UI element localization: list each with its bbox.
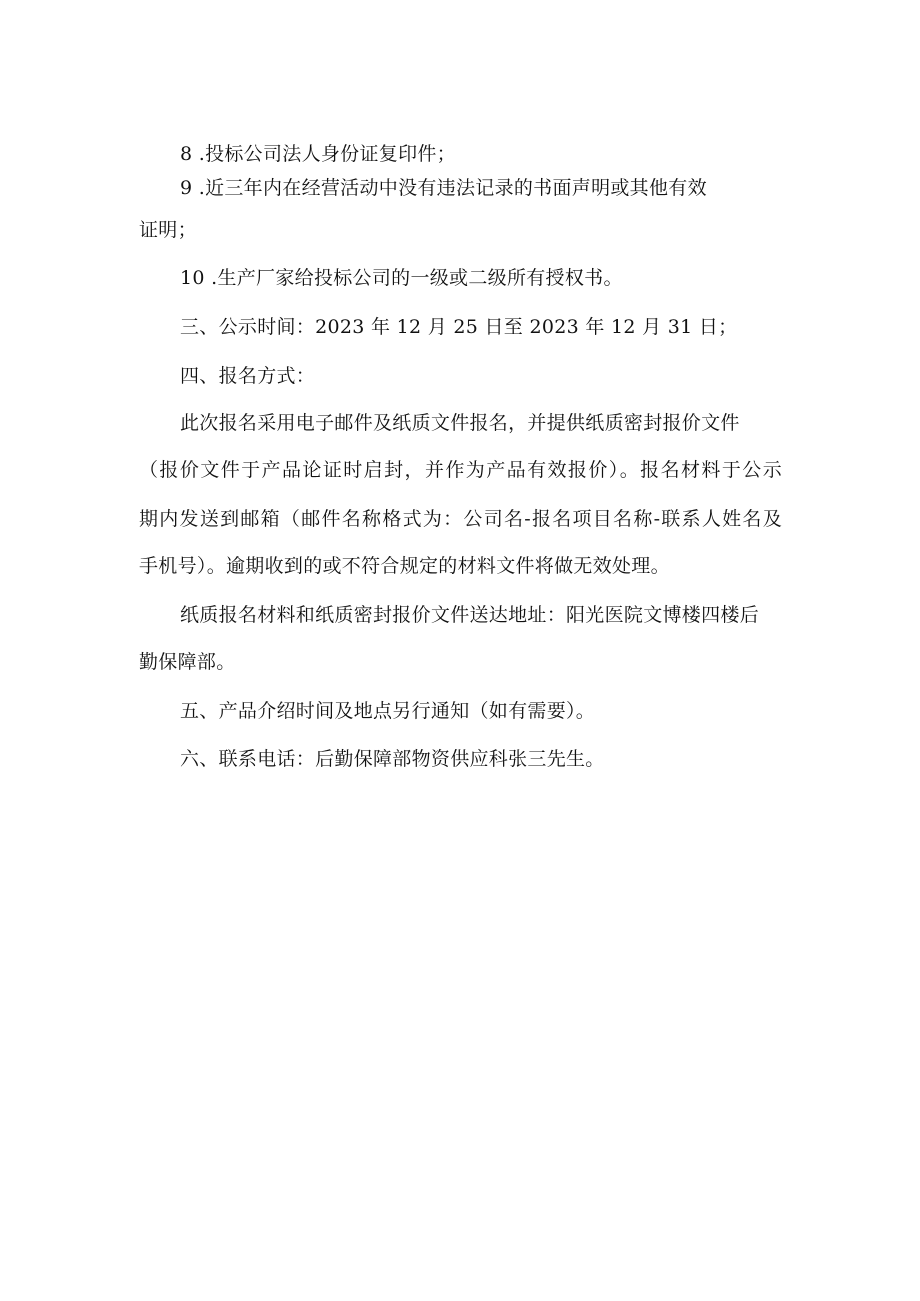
list-item-9-line-2: 证明； xyxy=(139,219,197,241)
list-item-10: 10 .生产厂家给投标公司的一级或二级所有授权书。 xyxy=(180,267,623,289)
paragraph-line: 纸质报名材料和纸质密封报价文件送达地址：阳光医院文博楼四楼后 xyxy=(180,604,760,626)
list-item-9-line-1: 9 .近三年内在经营活动中没有违法记录的书面声明或其他有效 xyxy=(180,177,707,199)
paragraph-line: （报价文件于产品论证时启封，并作为产品有效报价）。报名材料于公示 xyxy=(139,459,782,481)
paragraph-line: 期内发送到邮箱（邮件名称格式为：公司名-报名项目名称-联系人姓名及 xyxy=(139,508,782,530)
paragraph-line: 此次报名采用电子邮件及纸质文件报名，并提供纸质密封报价文件 xyxy=(180,412,740,434)
section-6-contact: 六、联系电话：后勤保障部物资供应科张三先生。 xyxy=(180,748,605,770)
section-5: 五、产品介绍时间及地点另行通知（如有需要）。 xyxy=(180,700,596,722)
list-item-8: 8 .投标公司法人身份证复印件； xyxy=(180,143,456,165)
section-4-heading: 四、报名方式： xyxy=(180,365,316,387)
section-3-publicity-period: 三、公示时间：2023 年 12 月 25 日至 2023 年 12 月 31 日； xyxy=(180,316,738,338)
paragraph-line: 手机号）。逾期收到的或不符合规定的材料文件将做无效处理。 xyxy=(139,555,670,577)
paragraph-line: 勤保障部。 xyxy=(139,651,236,673)
